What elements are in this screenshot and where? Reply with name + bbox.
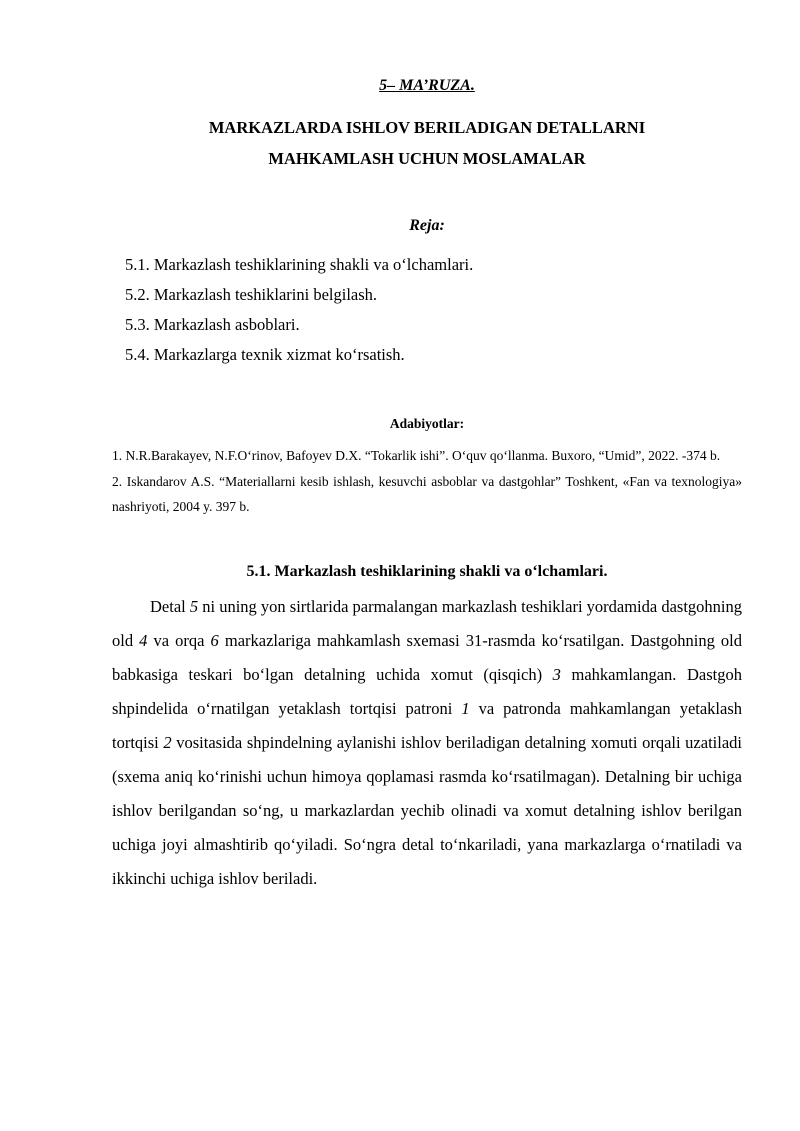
page-title-line-2: MAHKAMLASH UCHUN MOSLAMALAR [268, 149, 586, 168]
figure-callout: 2 [163, 733, 172, 752]
body-text-run: va patronda mahkamlangan yetaklash tortqisi [112, 699, 743, 752]
reference-item: 2. Iskandarov A.S. “Materiallarni kesib ishlash, kesuvchi asboblar va dastgohlar” Toshkent, «Fan va texnologiya» nashriyoti, 2004 y. 397 b. [112, 474, 742, 514]
lecture-number-text: 5– MA’RUZA. [379, 77, 475, 94]
figure-callout: 4 [139, 631, 148, 650]
page-title [112, 112, 742, 174]
plan-list [112, 250, 742, 370]
plan-item: 5.3. Markazlash asboblari. [125, 315, 300, 334]
references-heading: Adabiyotlar: [389, 416, 465, 431]
figure-callout: 5 [189, 597, 199, 616]
document-content [112, 0, 742, 896]
figure-callout: 6 [210, 631, 219, 650]
body-text-run: markazlariga mahkamlash sxemasi 31-rasmda ko‘rsatilgan. Dastgohning old babkasiga teskari bo‘lgan detalning uchida xomut (qisqich) [112, 631, 742, 684]
lecture-number [112, 76, 742, 96]
plan-heading: Reja: [409, 217, 445, 234]
plan-item: 5.4. Markazlarga texnik xizmat ko‘rsatish. [125, 345, 405, 364]
body-text-run: va orqa [147, 631, 211, 650]
figure-callout: 3 [552, 665, 561, 684]
page-title-line-1: MARKAZLARDA ISHLOV BERILADIGAN DETALLARNI [208, 118, 646, 137]
body-text-run: Detal [150, 597, 190, 616]
body-text-run: vositasida shpindelning aylanishi ishlov beriladigan detalning xomuti orqali uzatiladi (sxema aniq ko‘rinishi uchun himoya qoplamasi rasmda ko‘rsatilmagan). Detalning bir uchiga ishlov berilgandan so‘ng, u markazlardan yechib olinadi va xomut detalning ishlov berilgan uchiga joyi almashtirib qo‘yiladi. So‘ngra detal to‘nkariladi, yana markazlarga o‘rnatiladi va ikkinchi uchiga ishlov beriladi. [112, 733, 742, 888]
reference-item: 1. N.R.Barakayev, N.F.O‘rinov, Bafoyev D.X. “Tokarlik ishi”. O‘quv qo‘llanma. Buxoro, “Umid”, 2022. -374 b. [112, 448, 721, 463]
section-heading: 5.1. Markazlash teshiklarining shakli va o‘lchamlari. [246, 563, 608, 580]
references-list [112, 443, 742, 519]
plan-item: 5.1. Markazlash teshiklarining shakli va o‘lchamlari. [125, 255, 474, 274]
body-text-run: mahkamlangan. Dastgoh shpindelida o‘rnatilgan yetaklash tortqisi patroni [112, 665, 743, 718]
figure-callout: 1 [461, 699, 470, 718]
body-paragraph [112, 590, 742, 896]
body-text-run: ni uning yon sirtlarida parmalangan markazlash teshiklari yordamida dastgohning old [112, 597, 743, 650]
plan-item: 5.2. Markazlash teshiklarini belgilash. [125, 285, 378, 304]
